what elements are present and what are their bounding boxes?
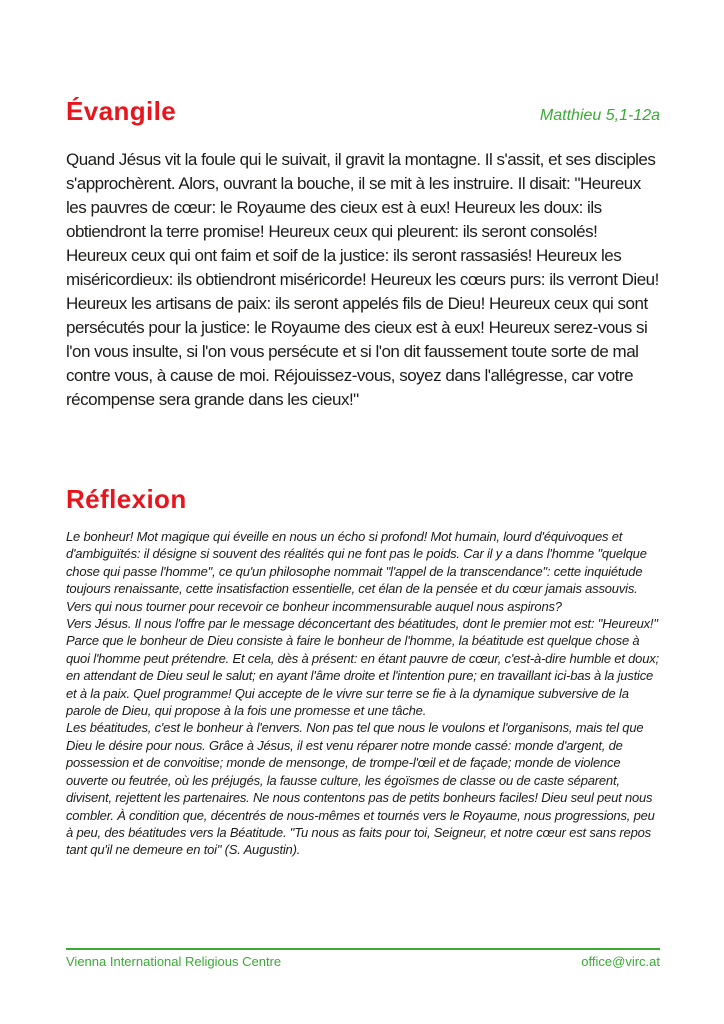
footer-organization: Vienna International Religious Centre [66, 954, 282, 969]
gospel-section-header [66, 96, 660, 127]
gospel-reference: Matthieu 5,1-12a [539, 107, 660, 124]
page-footer [66, 948, 660, 969]
footer-divider [66, 948, 660, 950]
reflection-paragraph-1: Le bonheur! Mot magique qui éveille en nous un écho si profond! Mot humain, lourd d'équivoques et d'ambiguïtés: il désigne si souvent des réalités qui ne font pas le poids. Car il y a dans l'homme "quelque chose qui passe l'homme", ce qu'un philosophe nommait "l'appel de la transcendance": cette inquiétude toujours renaissante, cette insatisfaction essentielle, cet élan de la pensée et du cœur jamais assouvis. Vers qui nous tourner pour recevoir ce bonheur incommensurable auquel nous aspirons? [66, 529, 647, 614]
footer-email: office@virc.at [581, 954, 660, 969]
footer-row [66, 954, 660, 969]
reflection-paragraph-3: Les béatitudes, c'est le bonheur à l'envers. Non pas tel que nous le voulons et l'organisons, mais tel que Dieu le désire pour nous. Grâce à Jésus, il est venu réparer notre monde cassé: monde d'argent, de possession et de convoitise; monde de mensonge, de trompe-l'œil et de façade; monde de violence ouverte ou feutrée, où les préjugés, la fausse culture, les égoïsmes de classe ou de caste séparent, divisent, rejettent les partenaires. Ne nous contentons pas de petits bonheurs faciles! Dieu seul peut nous combler. À condition que, décentrés de nous-mêmes et tournés vers le Royaume, nous progressions, peu à peu, des béatitudes vers la Béatitude. "Tu nous as faits pour toi, Seigneur, et notre cœur est sans repos tant qu'il ne demeure en toi" (S. Augustin). [66, 720, 655, 858]
gospel-text: Quand Jésus vit la foule qui le suivait, il gravit la montagne. Il s'assit, et ses disciples s'approchèrent. Alors, ouvrant la bouche, il se mit à les instruire. Il disait: "Heureux les pauvres de cœur: le Royaume des cieux est à eux! Heureux les doux: ils obtiendront la terre promise! Heureux ceux qui pleurent: ils seront consolés! Heureux ceux qui ont faim et soif de la justice: ils seront rassasiés! Heureux les miséricordieux: ils obtiendront miséricorde! Heureux les cœurs purs: ils verront Dieu! Heureux les artisans de paix: ils seront appelés fils de Dieu! Heureux ceux qui sont persécutés pour la justice: le Royaume des cieux est à eux! Heureux serez-vous si l'on vous insulte, si l'on vous persécute et si l'on dit faussement toute sorte de mal contre vous, à cause de moi. Réjouissez-vous, soyez dans l'allégresse, car votre récompense sera grande dans les cieux!" [66, 150, 659, 409]
reflection-text [66, 528, 664, 859]
reflection-heading: Réflexion [66, 484, 187, 514]
gospel-heading: Évangile [66, 96, 177, 126]
reflection-paragraph-2: Vers Jésus. Il nous l'offre par le message déconcertant des béatitudes, dont le premier mot est: "Heureux!" Parce que le bonheur de Dieu consiste à faire le bonheur de l'homme, la béatitude est quelque chose à quoi l'homme peut prétendre. Et cela, dès à présent: en étant pauvre de cœur, c'est-à-dire humble et doux; en attendant de Dieu seul le salut; en ayant l'âme droite et l'intention pure; en travaillant ici-bas à la justice et à la paix. Quel programme! Qui accepte de le vivre sur terre se fie à la dynamique subversive de la parole de Dieu, qui propose à la fois une promesse et une tâche. [66, 616, 659, 719]
